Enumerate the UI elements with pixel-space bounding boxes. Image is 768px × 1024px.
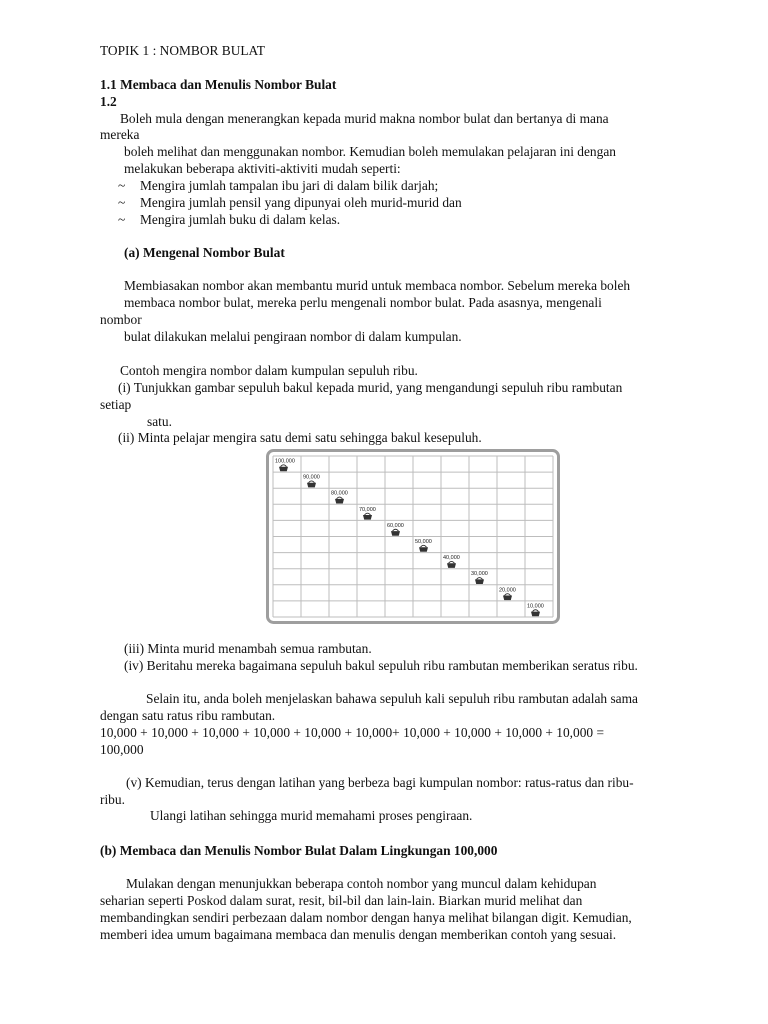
example-step-i: (i) Tunjukkan gambar sepuluh bakul kepada murid, yang mengandungi sepuluh ribu rambutan xyxy=(118,380,623,395)
intro-line-4: melakukan beberapa aktiviti-aktiviti mudah seperti: xyxy=(124,161,401,176)
basket-icon xyxy=(531,612,540,617)
intro-line-3: boleh melihat dan menggunakan nombor. Kemudian boleh memulakan pelajaran ini dengan xyxy=(124,144,616,159)
basket-icon xyxy=(307,483,316,488)
basket-icon xyxy=(419,547,428,552)
explain-line-1: Selain itu, anda boleh menjelaskan bahawa sepuluh kali sepuluh ribu rambutan adalah sama xyxy=(146,691,638,706)
subsection-b-line-3: membandingkan sendiri perbezaan dalam nombor dengan hanya melihat bilangan digit. Kemudian, xyxy=(100,910,632,925)
basket-label: 30,000 xyxy=(471,571,488,578)
explain-line-2: dengan satu ratus ribu rambutan. xyxy=(100,708,276,723)
list-item xyxy=(118,178,438,194)
subsection-b-line-2: seharian seperti Poskod dalam surat, resit, bil-bil dan lain-lain. Biarkan murid melihat dan xyxy=(100,893,583,908)
list-item xyxy=(118,212,340,228)
basket-label: 90,000 xyxy=(303,474,320,481)
example-step-ii: (ii) Minta pelajar mengira satu demi satu sehingga bakul kesepuluh. xyxy=(118,430,482,445)
basket-label: 40,000 xyxy=(443,555,460,562)
basket-label: 70,000 xyxy=(359,506,376,513)
section-heading: 1.1 Membaca dan Menulis Nombor Bulat xyxy=(100,77,337,92)
step-v-line-2: ribu. xyxy=(100,792,125,807)
page-title: TOPIK 1 : NOMBOR BULAT xyxy=(100,43,265,58)
step-iii: (iii) Minta murid menambah semua rambutan. xyxy=(124,641,372,656)
subsection-b-heading: (b) Membaca dan Menulis Nombor Bulat Dalam Lingkungan 100,000 xyxy=(100,843,498,858)
basket-icon xyxy=(363,515,372,520)
basket-icon xyxy=(503,596,512,601)
step-v-line-1: (v) Kemudian, terus dengan latihan yang berbeza bagi kumpulan nombor: ratus-ratus dan ribu- xyxy=(126,775,634,790)
basket-label: 100,000 xyxy=(275,458,295,465)
basket-label: 10,000 xyxy=(527,603,544,610)
list-item-text: Mengira jumlah pensil yang dipunyai oleh murid-murid dan xyxy=(140,195,462,210)
basket-icon xyxy=(447,563,456,568)
subsection-a-line-4: bulat dilakukan melalui pengiraan nombor di dalam kumpulan. xyxy=(124,329,462,344)
basket-icon xyxy=(279,467,288,472)
equation-result: 100,000 xyxy=(100,742,144,757)
section-number: 1.2 xyxy=(100,94,117,109)
basket-icon xyxy=(475,579,484,584)
list-item xyxy=(118,195,462,211)
subsection-b-line-1: Mulakan dengan menunjukkan beberapa contoh nombor yang muncul dalam kehidupan xyxy=(126,876,597,891)
step-v-line-3: Ulangi latihan sehingga murid memahami proses pengiraan. xyxy=(150,808,473,823)
intro-line-1: Boleh mula dengan menerangkan kepada murid makna nombor bulat dan bertanya di mana xyxy=(120,111,609,126)
basket-label: 20,000 xyxy=(499,587,516,594)
subsection-b-line-4: memberi idea umum bagaimana membaca dan menulis dengan memberikan contoh yang sesuai. xyxy=(100,927,617,942)
example-intro: Contoh mengira nombor dalam kumpulan sepuluh ribu. xyxy=(120,363,418,378)
bullet-marker: ~ xyxy=(118,212,126,227)
basket-icon xyxy=(335,499,344,504)
subsection-a-heading: (a) Mengenal Nombor Bulat xyxy=(124,245,285,260)
basket-label: 60,000 xyxy=(387,522,404,529)
subsection-a-line-1: Membiasakan nombor akan membantu murid untuk membaca nombor. Sebelum mereka boleh xyxy=(124,278,631,293)
equation-line: 10,000 + 10,000 + 10,000 + 10,000 + 10,000 + 10,000+ 10,000 + 10,000 + 10,000 + 10,000 = xyxy=(100,725,605,740)
example-step-i-cont: setiap xyxy=(100,397,132,412)
basket-grid-figure xyxy=(266,449,560,624)
step-iv: (iv) Beritahu mereka bagaimana sepuluh bakul sepuluh ribu rambutan memberikan seratus ribu. xyxy=(124,658,638,673)
grid-diagram xyxy=(266,449,560,624)
bullet-marker: ~ xyxy=(118,178,126,193)
example-step-i-cont2: satu. xyxy=(147,414,172,429)
basket-label: 80,000 xyxy=(331,490,348,497)
bullet-marker: ~ xyxy=(118,195,126,210)
basket-icon xyxy=(391,531,400,536)
list-item-text: Mengira jumlah tampalan ibu jari di dalam bilik darjah; xyxy=(140,178,439,193)
intro-line-2: mereka xyxy=(100,127,140,142)
subsection-a-line-2: membaca nombor bulat, mereka perlu mengenali nombor bulat. Pada asasnya, mengenali xyxy=(124,295,602,310)
list-item-text: Mengira jumlah buku di dalam kelas. xyxy=(140,212,341,227)
subsection-a-line-3: nombor xyxy=(100,312,142,327)
basket-label: 50,000 xyxy=(415,539,432,545)
